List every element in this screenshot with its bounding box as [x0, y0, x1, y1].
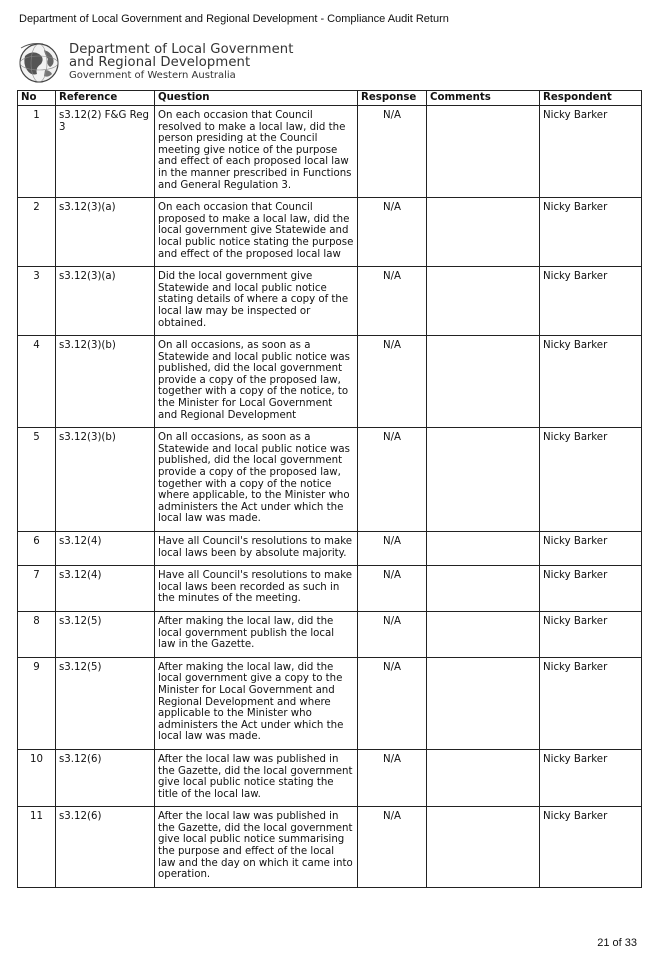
row-comments — [427, 657, 540, 749]
row-response: N/A — [358, 657, 427, 749]
row-no: 2 — [18, 198, 56, 267]
row-comments — [427, 611, 540, 657]
row-no: 3 — [18, 267, 56, 336]
globe-icon — [17, 40, 61, 84]
row-reference: s3.12(6) — [56, 807, 155, 888]
org-name-line-1: Department of Local Government — [69, 42, 294, 57]
row-comments — [427, 807, 540, 888]
row-respondent: Nicky Barker — [540, 566, 642, 612]
header-question: Question — [155, 91, 358, 106]
table-row — [18, 532, 642, 566]
row-no: 10 — [18, 749, 56, 806]
row-question: After the local law was published in the Gazette, did the local government give local public notice stating the title of the local law. — [155, 749, 358, 806]
document-header: Department of Local Government and Regional Development - Compliance Audit Return — [19, 13, 449, 25]
table-row — [18, 336, 642, 428]
row-comments — [427, 198, 540, 267]
row-comments — [427, 336, 540, 428]
row-respondent: Nicky Barker — [540, 611, 642, 657]
row-respondent: Nicky Barker — [540, 106, 642, 198]
row-response: N/A — [358, 106, 427, 198]
table-row — [18, 566, 642, 612]
header-no: No — [18, 91, 56, 106]
row-question: Have all Council's resolutions to make local laws been by absolute majority. — [155, 532, 358, 566]
org-name-line-2: and Regional Development — [69, 55, 251, 70]
row-respondent: Nicky Barker — [540, 807, 642, 888]
table-row — [18, 749, 642, 806]
header-response: Response — [358, 91, 427, 106]
department-logo-block — [17, 40, 317, 88]
row-respondent: Nicky Barker — [540, 198, 642, 267]
header-comments: Comments — [427, 91, 540, 106]
row-comments — [427, 267, 540, 336]
row-respondent: Nicky Barker — [540, 532, 642, 566]
row-question: After making the local law, did the local government publish the local law in the Gazette. — [155, 611, 358, 657]
row-comments — [427, 532, 540, 566]
row-response: N/A — [358, 336, 427, 428]
row-respondent: Nicky Barker — [540, 267, 642, 336]
row-no: 1 — [18, 106, 56, 198]
row-comments — [427, 106, 540, 198]
table-row — [18, 428, 642, 532]
row-reference: s3.12(4) — [56, 566, 155, 612]
table-row — [18, 106, 642, 198]
table-row — [18, 657, 642, 749]
row-reference: s3.12(3)(b) — [56, 428, 155, 532]
row-question: After making the local law, did the local government give a copy to the Minister for Local Government and Regional Development and where applicable to the Minister who administers the Act under which the local law was made. — [155, 657, 358, 749]
row-comments — [427, 566, 540, 612]
header-reference: Reference — [56, 91, 155, 106]
compliance-audit-table — [17, 90, 642, 888]
row-no: 7 — [18, 566, 56, 612]
row-no: 6 — [18, 532, 56, 566]
row-comments — [427, 428, 540, 532]
row-response: N/A — [358, 807, 427, 888]
table-row — [18, 198, 642, 267]
row-reference: s3.12(3)(b) — [56, 336, 155, 428]
row-question: After the local law was published in the Gazette, did the local government give local public notice summarising the purpose and effect of the local law and the day on which it came into operation. — [155, 807, 358, 888]
org-government-line: Government of Western Australia — [69, 70, 236, 81]
table-header-row — [18, 91, 642, 106]
row-no: 9 — [18, 657, 56, 749]
row-no: 5 — [18, 428, 56, 532]
row-no: 4 — [18, 336, 56, 428]
row-respondent: Nicky Barker — [540, 657, 642, 749]
row-reference: s3.12(3)(a) — [56, 198, 155, 267]
row-question: On each occasion that Council proposed to make a local law, did the local government give Statewide and local public notice stating the purpose and effect of the proposed local law — [155, 198, 358, 267]
row-question: Have all Council's resolutions to make local laws been recorded as such in the minutes of the meeting. — [155, 566, 358, 612]
row-response: N/A — [358, 267, 427, 336]
row-reference: s3.12(3)(a) — [56, 267, 155, 336]
row-reference: s3.12(6) — [56, 749, 155, 806]
row-no: 8 — [18, 611, 56, 657]
row-response: N/A — [358, 749, 427, 806]
table-row — [18, 611, 642, 657]
row-respondent: Nicky Barker — [540, 336, 642, 428]
row-respondent: Nicky Barker — [540, 749, 642, 806]
row-response: N/A — [358, 428, 427, 532]
row-response: N/A — [358, 198, 427, 267]
row-question: On all occasions, as soon as a Statewide and local public notice was published, did the local government provide a copy of the proposed law, together with a copy of the notice, to the Minister for Local Government and Regional Development — [155, 336, 358, 428]
row-question: Did the local government give Statewide and local public notice stating details of where a copy of the local law may be inspected or obtained. — [155, 267, 358, 336]
row-reference: s3.12(2) F&G Reg 3 — [56, 106, 155, 198]
row-reference: s3.12(4) — [56, 532, 155, 566]
row-response: N/A — [358, 532, 427, 566]
row-no: 11 — [18, 807, 56, 888]
row-reference: s3.12(5) — [56, 657, 155, 749]
table-row — [18, 807, 642, 888]
row-comments — [427, 749, 540, 806]
row-reference: s3.12(5) — [56, 611, 155, 657]
row-respondent: Nicky Barker — [540, 428, 642, 532]
page-number: 21 of 33 — [597, 937, 637, 949]
header-respondent: Respondent — [540, 91, 642, 106]
row-response: N/A — [358, 611, 427, 657]
row-response: N/A — [358, 566, 427, 612]
row-question: On all occasions, as soon as a Statewide and local public notice was published, did the local government provide a copy of the proposed law, together with a copy of the notice where applicable, to the Minister who administers the Act under which the local law was made. — [155, 428, 358, 532]
table-row — [18, 267, 642, 336]
row-question: On each occasion that Council resolved to make a local law, did the person presiding at the Council meeting give notice of the purpose and effect of each proposed local law in the manner prescribed in Functions and General Regulation 3. — [155, 106, 358, 198]
